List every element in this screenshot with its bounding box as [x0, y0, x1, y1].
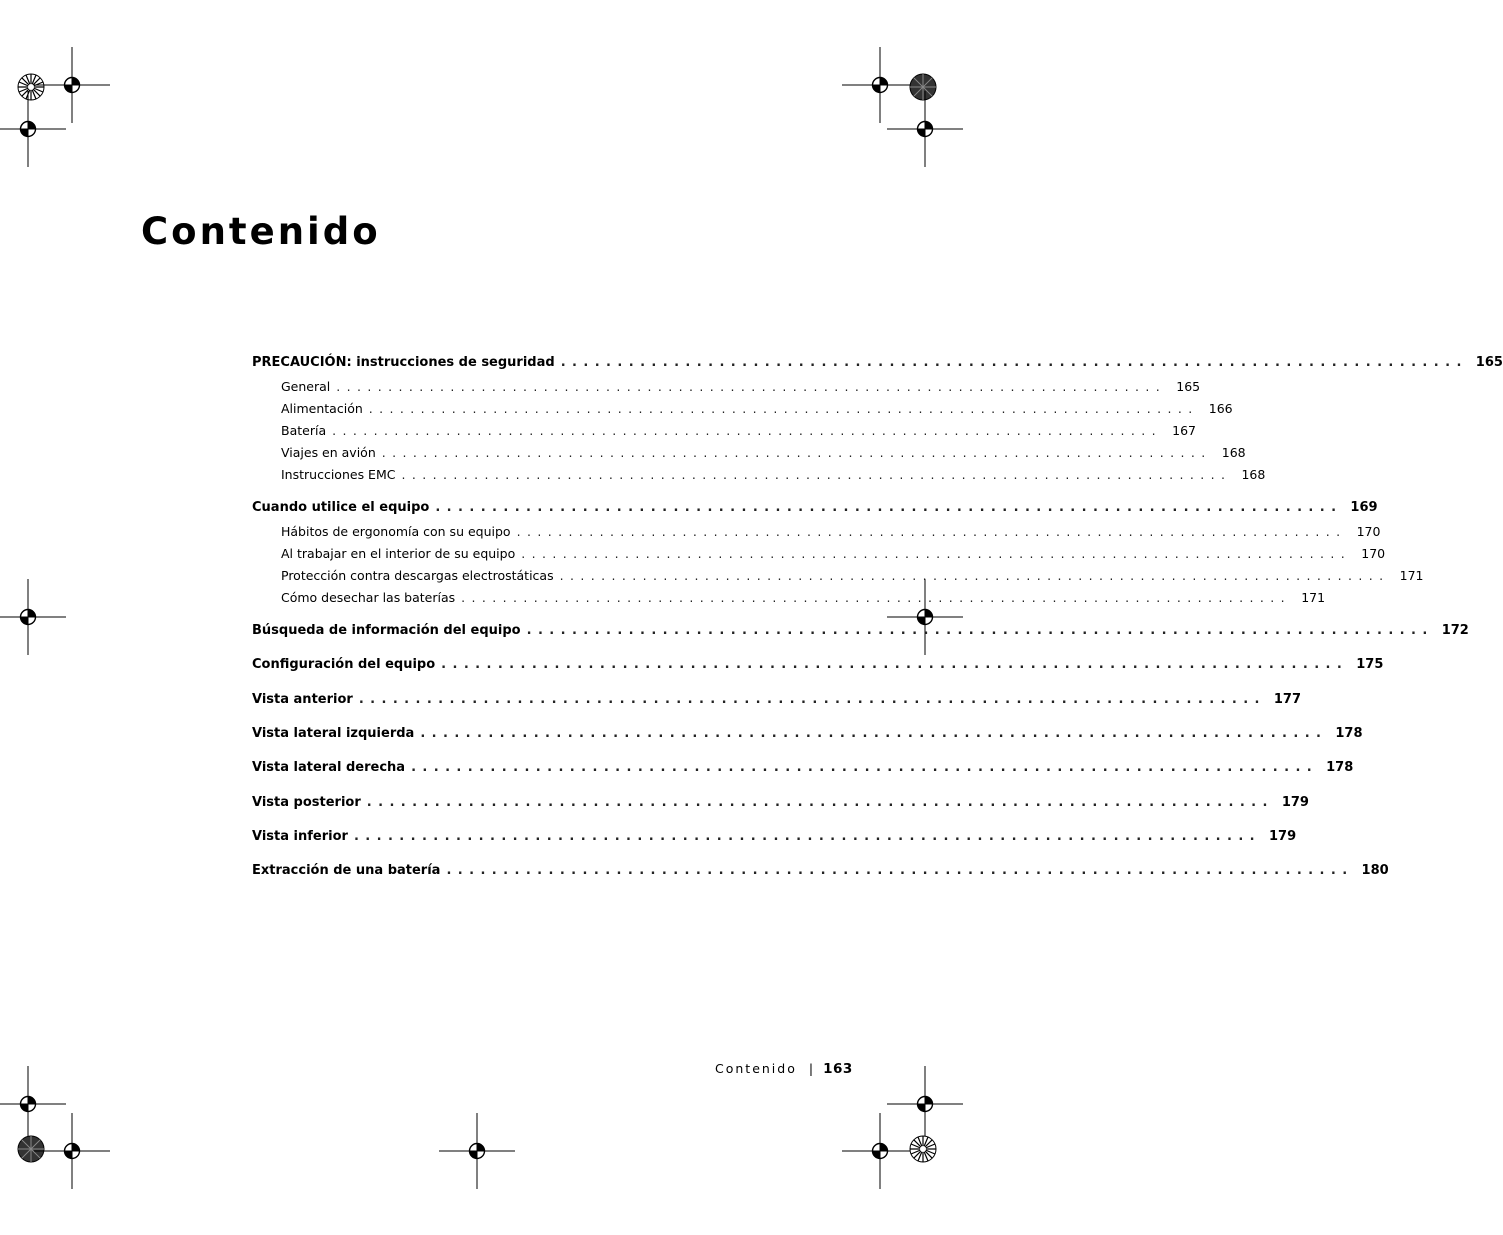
toc-subentry[interactable] — [252, 590, 1326, 610]
toc-entry[interactable] — [252, 623, 1469, 643]
toc-entry-page: 170 — [1361, 546, 1386, 561]
dot-leader: ................................................................................ — [381, 445, 1212, 460]
dot-leader: ................................................................................ — [336, 379, 1167, 394]
toc-entry-label: Vista inferior — [252, 829, 348, 844]
toc-entry-page: 171 — [1399, 568, 1424, 583]
toc-entry-label: Vista lateral izquierda — [252, 726, 415, 741]
toc-entry-page: 178 — [1335, 726, 1363, 741]
footer-separator: | — [808, 1061, 814, 1076]
dot-leader: ................................................................................ — [521, 546, 1352, 561]
page-title: Contenido — [141, 210, 381, 253]
toc-entry-label: Viajes en avión — [281, 445, 376, 460]
dot-leader: ................................................................................ — [332, 423, 1162, 438]
toc-subentry[interactable] — [252, 401, 1233, 421]
toc-entry-page: 177 — [1273, 692, 1302, 707]
page-number: 163 — [823, 1061, 853, 1077]
toc-entry-label: Configuración del equipo — [252, 657, 436, 672]
toc-subentry[interactable] — [252, 423, 1196, 443]
toc-entry-label: Instrucciones EMC — [281, 467, 396, 482]
toc-entry[interactable] — [252, 795, 1309, 815]
toc-entry-page: 168 — [1241, 467, 1266, 482]
dot-leader: ................................................................................ — [446, 863, 1354, 878]
toc-entry[interactable] — [252, 692, 1302, 712]
toc-entry-page: 180 — [1361, 863, 1389, 878]
toc-subentry[interactable] — [252, 568, 1424, 588]
dot-leader: ................................................................................ — [559, 568, 1390, 583]
toc-entry-page: 170 — [1356, 524, 1381, 539]
toc-entry[interactable] — [252, 657, 1384, 677]
toc-entry[interactable] — [252, 726, 1363, 746]
dot-leader: ................................................................................ — [420, 726, 1328, 741]
toc-entry-page: 179 — [1269, 829, 1297, 844]
toc-entry-page: 175 — [1356, 657, 1384, 672]
toc-entry-label: Alimentación — [281, 401, 363, 416]
toc-entry-page: 168 — [1221, 445, 1246, 460]
toc-entry-label: Batería — [281, 423, 327, 438]
toc-entry-page: 179 — [1281, 795, 1309, 810]
toc-subentry[interactable] — [252, 524, 1381, 544]
dot-leader: ................................................................................ — [366, 795, 1274, 810]
toc-entry[interactable] — [252, 863, 1389, 883]
dot-leader: ................................................................................ — [516, 524, 1347, 539]
toc-entry-page: 178 — [1326, 760, 1354, 775]
toc-entry-page: 172 — [1441, 623, 1469, 638]
dot-leader: ................................................................................ — [560, 355, 1468, 370]
footer-label: Contenido — [715, 1061, 797, 1076]
toc-entry[interactable] — [252, 829, 1297, 849]
toc-entry-label: Al trabajar en el interior de su equipo — [281, 546, 516, 561]
toc-entry-page: 165 — [1176, 379, 1201, 394]
toc-entry-label: Cuando utilice el equipo — [252, 500, 430, 515]
toc-entry-label: Búsqueda de información del equipo — [252, 623, 521, 638]
dot-leader: ................................................................................ — [401, 467, 1232, 482]
toc-entry-label: Protección contra descargas electrostáticas — [281, 568, 554, 583]
toc-entry-label: Hábitos de ergonomía con su equipo — [281, 524, 511, 539]
toc-entry-label: Vista posterior — [252, 795, 361, 810]
dot-leader: ................................................................................ — [353, 829, 1262, 844]
toc-entry-page: 165 — [1475, 355, 1503, 370]
toc-entry[interactable] — [252, 355, 1503, 375]
toc-entry-page: 169 — [1350, 500, 1378, 515]
dot-leader: ................................................................................ — [358, 692, 1266, 707]
toc-entry-page: 171 — [1301, 590, 1326, 605]
dot-leader: ................................................................................ — [435, 500, 1343, 515]
dot-leader: ................................................................................ — [441, 657, 1349, 672]
toc-entry[interactable] — [252, 760, 1354, 780]
toc-entry-label: Vista anterior — [252, 692, 353, 707]
dot-leader: ................................................................................ — [411, 760, 1319, 775]
toc-entry-page: 166 — [1208, 401, 1233, 416]
dot-leader: ................................................................................ — [368, 401, 1199, 416]
toc-entry-label: General — [281, 379, 331, 394]
toc-entry-label: Extracción de una batería — [252, 863, 441, 878]
toc-entry-label: PRECAUCIÓN: instrucciones de seguridad — [252, 355, 555, 370]
toc-entry[interactable] — [252, 500, 1378, 520]
dot-leader: ................................................................................ — [461, 590, 1292, 605]
toc-entry-page: 167 — [1172, 423, 1196, 438]
toc-subentry[interactable] — [252, 445, 1246, 465]
toc-subentry[interactable] — [252, 467, 1266, 487]
dot-leader: ................................................................................ — [526, 623, 1434, 638]
toc-entry-label: Vista lateral derecha — [252, 760, 406, 775]
page-footer — [715, 1061, 853, 1077]
toc-subentry[interactable] — [252, 546, 1386, 566]
toc-subentry[interactable] — [252, 379, 1201, 399]
toc-entry-label: Cómo desechar las baterías — [281, 590, 456, 605]
